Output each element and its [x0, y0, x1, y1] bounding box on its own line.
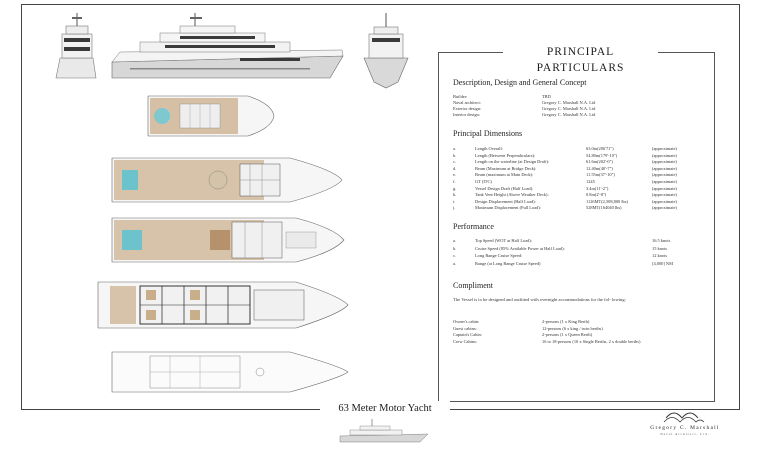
footer-profile-drawing [340, 419, 428, 442]
row-key: e. [453, 172, 457, 178]
row-value: 2-persons (1 x Queen Berth) [542, 332, 592, 337]
row-note: (approximate) [652, 165, 677, 171]
sun-deck-plan [148, 96, 274, 136]
row-value: [4,000] NM [652, 260, 673, 266]
bridge-deck-plan [112, 158, 342, 202]
front-elevation-drawing [56, 13, 96, 78]
brand-wave-icon [664, 413, 704, 422]
brand-subtitle: Naval Architect, Ltd. [660, 432, 710, 436]
row-key: a. [453, 146, 457, 151]
row-label: Top Speed (WOT at Half Load): [475, 238, 533, 243]
row-value: 12-persons (6 x king / twin berths) [542, 325, 603, 331]
row-value: 1126MT(2,508,800 lbs) [586, 198, 628, 204]
row-label: Guest cabins: [453, 325, 477, 331]
row-value: 11.55m(37'-10") [586, 172, 615, 178]
lower-deck-plan [98, 282, 348, 328]
row-value: 3.4m(11'-2") [586, 185, 609, 191]
section-concept-heading: Description, Design and General Concept [453, 78, 587, 87]
row-value: Gregory C. Marshall N.A. Ltd [542, 106, 596, 111]
section-performance-heading: Performance [453, 222, 494, 231]
row-value: 16.5 knots [652, 238, 671, 243]
row-label: Interior design: [453, 112, 480, 117]
row-note: (approximate) [652, 159, 677, 165]
profile-elevation-drawing [112, 13, 343, 78]
row-value: Gregory C. Marshall N.A. Ltd [542, 112, 596, 117]
row-key: a. [453, 260, 457, 266]
row-note: (approximate) [652, 192, 677, 198]
row-label: Vessel Design Draft (Half Load): [475, 185, 534, 191]
tank-top-plan [112, 352, 348, 392]
row-key: c. [453, 253, 457, 258]
row-label: Builder: [453, 94, 468, 99]
row-value: 15 knots [652, 245, 668, 251]
row-key: j. [453, 205, 456, 211]
bow-elevation-drawing [364, 13, 408, 88]
row-label: Exterior design: [453, 106, 482, 111]
row-key: g. [453, 185, 457, 191]
row-note: (approximate) [652, 152, 677, 158]
row-value: 61.6m(202'-0") [586, 159, 613, 165]
row-label: Design Displacement (Half Load): [475, 198, 536, 204]
brand-logo [625, 425, 745, 436]
row-note: (approximate) [652, 185, 677, 191]
row-value: 528MT(164040 lbs) [586, 205, 622, 211]
row-value: TBD [542, 94, 551, 99]
section-compliment-heading: Compliment [453, 281, 493, 290]
row-key: d. [453, 165, 457, 171]
row-label: Range (at Long Range Cruise Speed) [475, 260, 541, 266]
panel-title: PRINCIPAL PARTICULARS [503, 44, 658, 76]
row-label: Cruise Speed (85% Available Power at Half Load): [475, 245, 565, 251]
row-note: (approximate) [652, 179, 677, 184]
row-value: 12.40m(40'-7") [586, 165, 613, 171]
row-key: b. [453, 245, 457, 251]
row-note: (approximate) [652, 172, 677, 178]
row-label: Beam (Maximum at Bridge Deck): [475, 165, 537, 171]
row-note: (approximate) [652, 146, 677, 151]
brand-name: Gregory C. Marshall [650, 425, 720, 431]
row-value: 63.0m(206'71") [586, 146, 614, 151]
row-label: GT (ITC) [475, 179, 492, 184]
row-value: 0.8m(2'-8") [586, 192, 607, 198]
row-key: a. [453, 238, 457, 243]
row-label: Beam (maximum at Main Deck): [475, 172, 534, 178]
row-label: Naval architect: [453, 100, 481, 105]
row-value: Gregory C. Marshall N.A. Ltd [542, 100, 596, 105]
row-value: 12 knots [652, 253, 668, 258]
row-label: Long Range Cruise Speed: [475, 253, 523, 258]
row-key: h. [453, 192, 457, 198]
main-deck-plan [112, 218, 344, 262]
row-note: (approximate) [652, 205, 677, 211]
section-dimensions-heading: Principal Dimensions [453, 129, 523, 138]
row-value: 54.80m(179'-10") [586, 152, 618, 158]
row-key: f. [453, 179, 456, 184]
compliment-intro-text: The Vessel is to be designed and outfitted with overnight accommodations for the fol- lowing: [453, 297, 626, 302]
row-label: Crew Cabins: [453, 338, 478, 344]
row-key: b. [453, 152, 457, 158]
row-key: i. [453, 198, 456, 204]
row-key: c. [453, 159, 457, 165]
row-label: Tank Vent Height (Above Weather Deck): [475, 192, 549, 198]
footer-title: 63 Meter Motor Yacht [320, 401, 450, 417]
row-label: Length on the waterline (at Design Draft): [475, 159, 550, 165]
row-label: Length (Between Perpendiculars): [475, 152, 536, 158]
row-note: (approximate) [652, 198, 677, 204]
row-value: 2-persons (1 x King Berth) [542, 319, 590, 324]
row-value: 1245 [586, 179, 595, 184]
row-label: Length Overall: [475, 146, 503, 151]
row-label: Owner's cabin: [453, 319, 480, 324]
row-label: Captain's Cabin: [453, 332, 482, 337]
row-label: Maximum Displacement (Full Load): [475, 205, 541, 211]
row-value: 16 to 18-persons (10 x Single Berths, 2 x double berths) [542, 338, 641, 344]
